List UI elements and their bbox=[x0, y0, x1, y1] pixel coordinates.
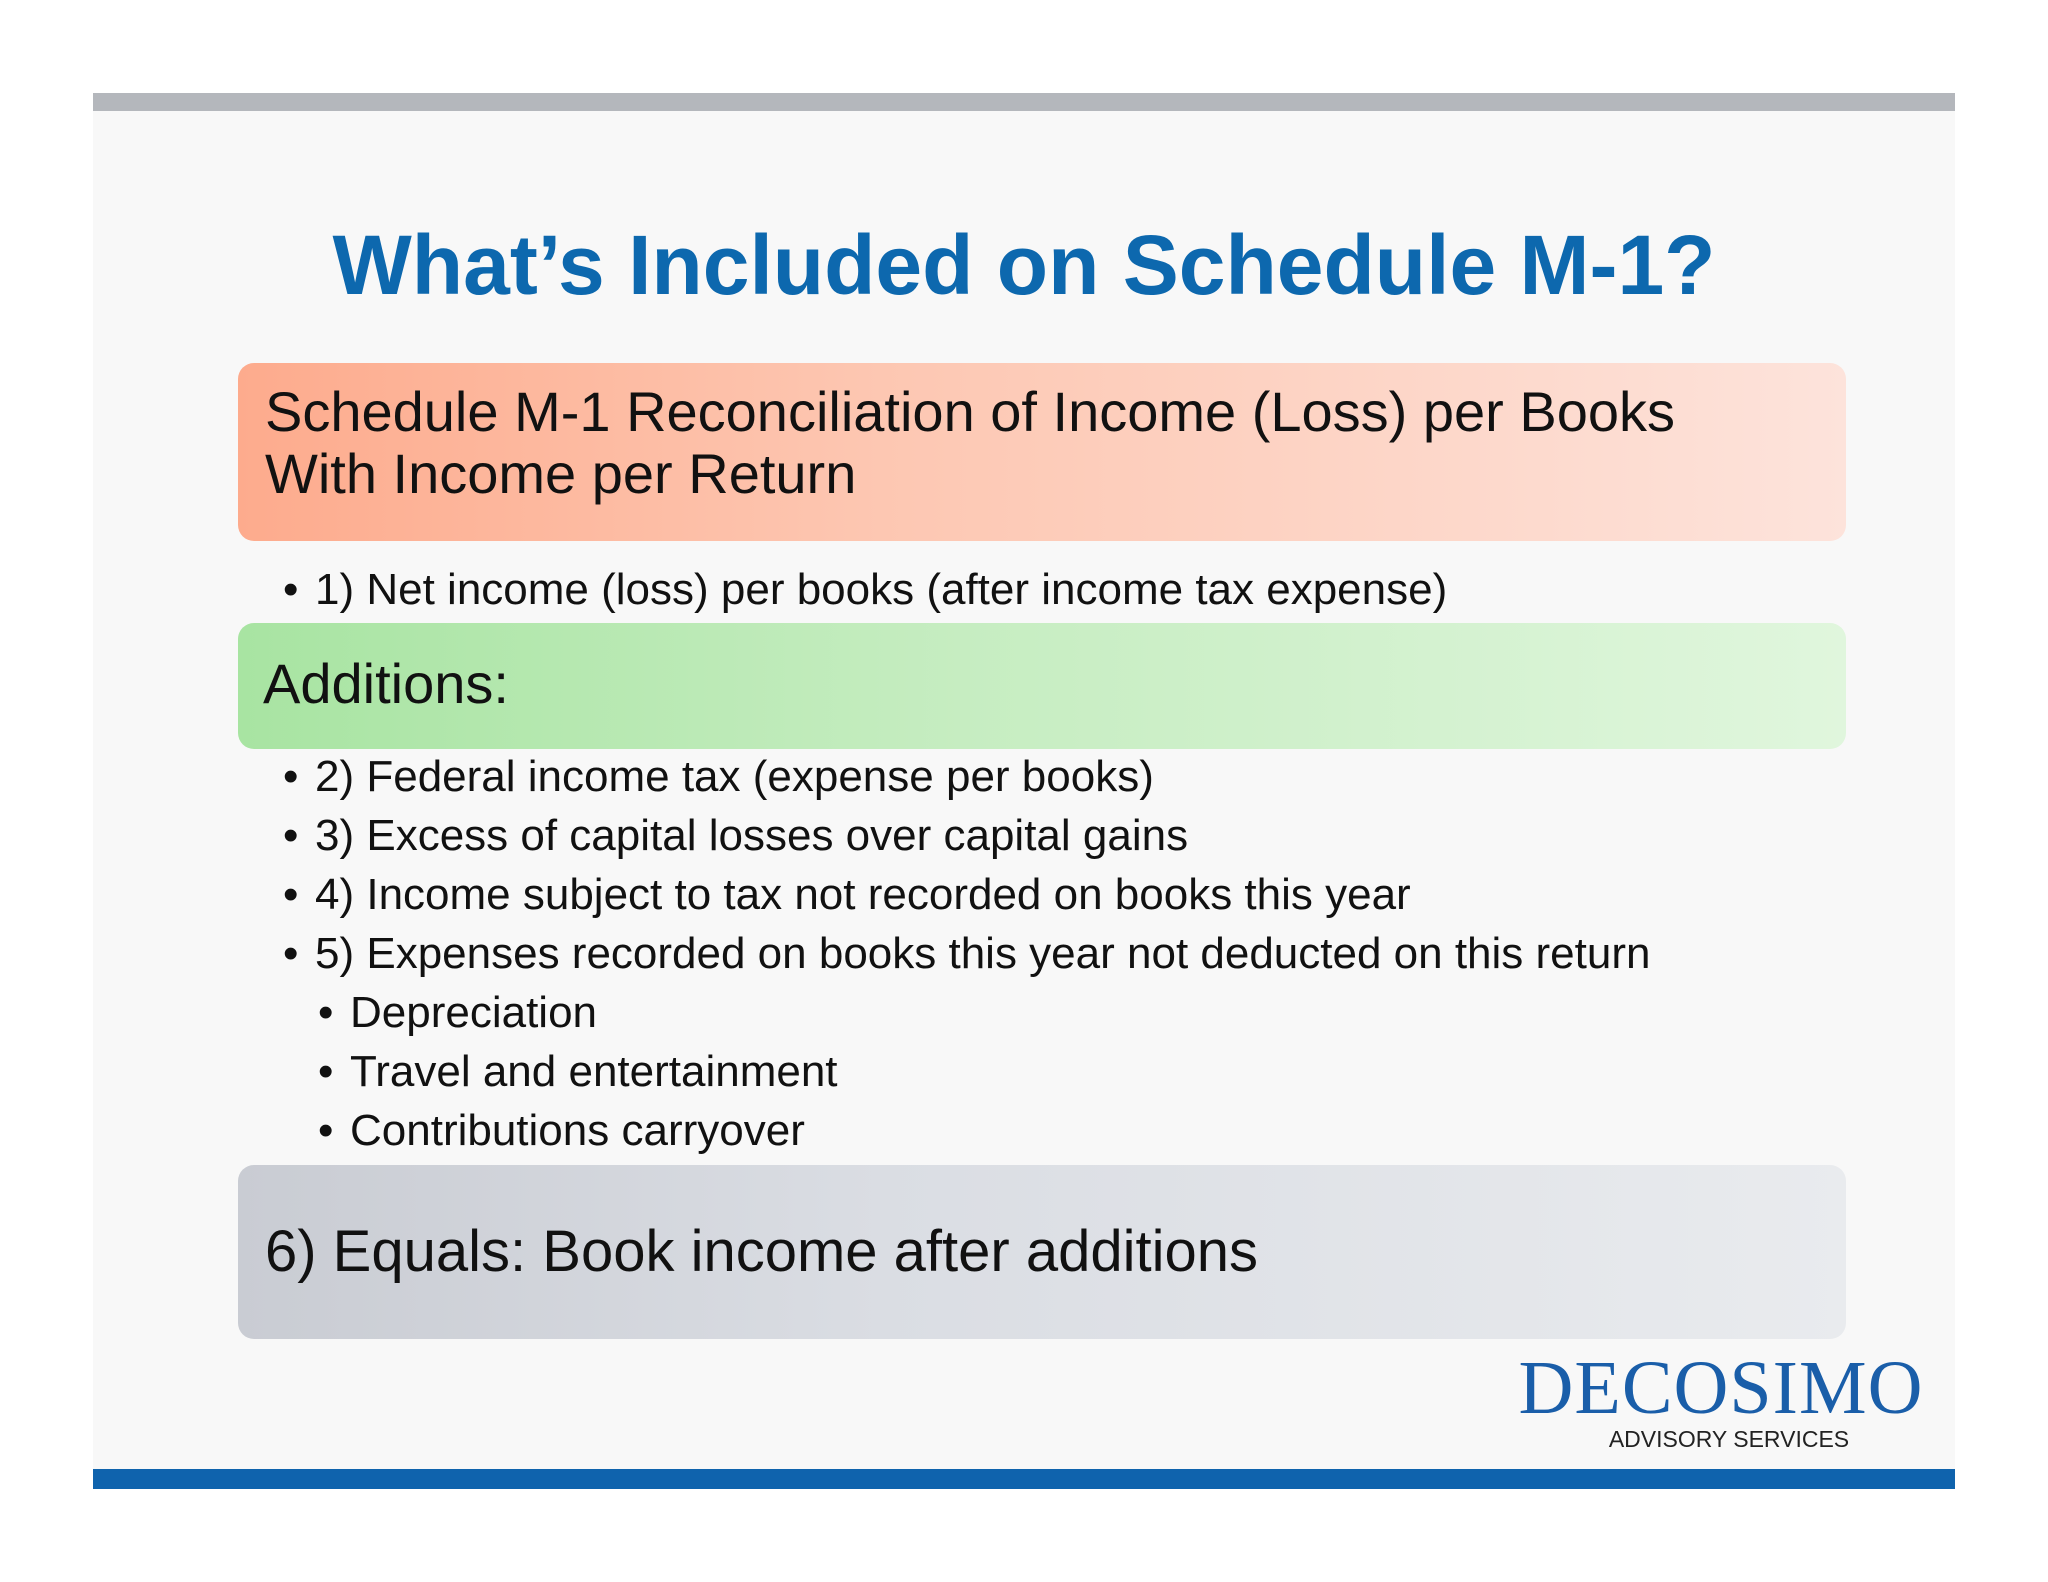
bullet-item: • 2) Federal income tax (expense per books) bbox=[283, 752, 1154, 802]
bullet-item: • 4) Income subject to tax not recorded on books this year bbox=[283, 870, 1411, 920]
bullet-item: • 5) Expenses recorded on books this year not deducted on this return bbox=[283, 929, 1650, 979]
bullet-item: • 3) Excess of capital losses over capital gains bbox=[283, 811, 1188, 861]
sub-bullet-item: • Travel and entertainment bbox=[318, 1047, 838, 1097]
sub-bullet-item: • Contributions carryover bbox=[318, 1106, 805, 1156]
company-logo bbox=[1511, 1346, 1931, 1452]
header-line-1: Schedule M-1 Reconciliation of Income (Loss) per Books bbox=[265, 380, 1676, 443]
logo-wordmark: DECOSIMO bbox=[1518, 1346, 1924, 1430]
additions-box bbox=[238, 623, 1846, 749]
sub-bullet-item: • Depreciation bbox=[318, 988, 597, 1038]
bullet-item-net-income: • 1) Net income (loss) per books (after income tax expense) bbox=[283, 565, 1447, 615]
equals-box bbox=[238, 1165, 1846, 1339]
logo-tagline: ADVISORY SERVICES bbox=[1608, 1426, 1850, 1452]
bottom-accent-bar bbox=[93, 1469, 1955, 1489]
header-line-2: With Income per Return bbox=[265, 442, 857, 505]
slide bbox=[93, 93, 1955, 1489]
slide-title: What’s Included on Schedule M-1? bbox=[332, 218, 1716, 312]
equals-label: 6) Equals: Book income after additions bbox=[265, 1219, 1258, 1284]
additions-label: Additions: bbox=[263, 652, 509, 715]
reconciliation-header-box bbox=[238, 363, 1846, 541]
top-accent-bar bbox=[93, 93, 1955, 111]
